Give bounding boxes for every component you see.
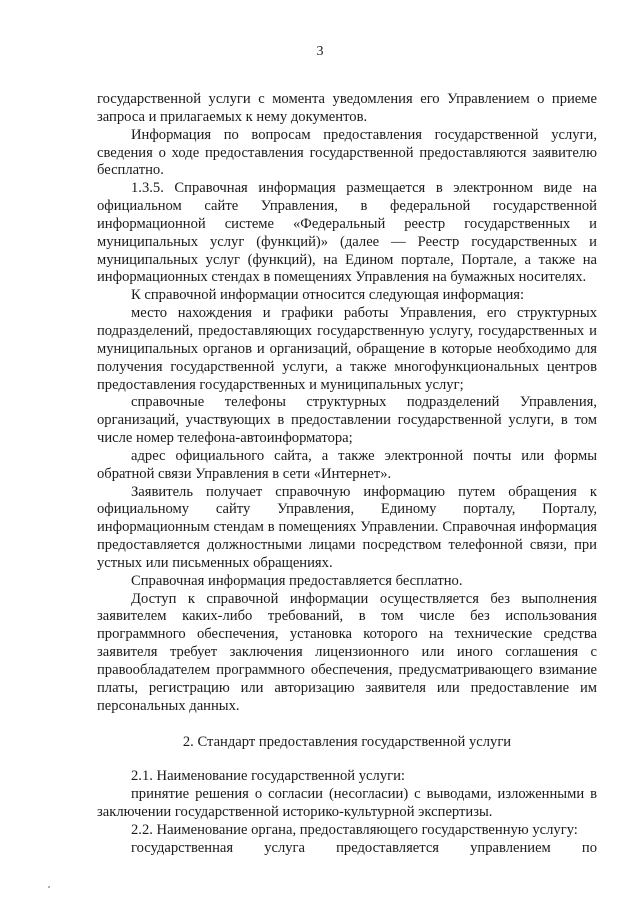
paragraph: К справочной информации относится следующая информация: — [131, 287, 525, 304]
paragraph: Заявитель получает справочную информацию путем обращения к официальному сайту Управления, Единому порталу, Порталу, информационным стендам в помещениях Управлении. Справочная информация предоставляется должностными лицами посредством телефонной связи, при устных или письменных обращениях. — [97, 483, 597, 571]
paragraph: государственная услуга предоставляется управлением по — [131, 839, 597, 856]
paragraph: место нахождения и графики работы Управления, его структурных подразделений, предоставляющих государственную услугу, государственных и муниципальных органов и организаций, обращение в которые необходимо для получения государственной услуги, а также многофункциональных центров предоставления государственных и муниципальных услуг; — [97, 305, 597, 393]
paragraph: Справочная информация предоставляется бесплатно. — [131, 572, 463, 589]
document-body — [97, 91, 597, 858]
scan-mark — [48, 886, 50, 888]
paragraph: Информация по вопросам предоставления государственной услуги, сведения о ходе предоставления государственной предоставляются заявителю бесплатно. — [97, 126, 597, 179]
paragraph: справочные телефоны структурных подразделений Управления, организаций, участвующих в предоставлении государственной услуги, в том числе номер телефона-автоинформатора; — [97, 394, 597, 447]
paragraph: принятие решения о согласии (несогласии) с выводами, изложенными в заключении государственной историко-культурной экспертизы. — [97, 786, 597, 821]
paragraph: государственной услуги с момента уведомления его Управлением о приеме запроса и прилагаемых к нему документов. — [97, 91, 597, 125]
paragraph: 1.3.5. Справочная информация размещается в электронном виде на официальном сайте Управления, в федеральной государственной информационной системе «Федеральный реестр государственных и муниципальных услуг (функций)» (далее — Реестр государственных и муниципальных услуг (функций), на Едином портале, Портале, а также на информационных стендах в помещениях Управления на бумажных носителях. — [97, 180, 597, 286]
paragraph: 2.2. Наименование органа, предоставляющего государственную услугу: — [131, 821, 578, 838]
paragraph: 2.1. Наименование государственной услуги: — [131, 768, 405, 785]
section-heading: 2. Стандарт предоставления государственной услуги — [182, 733, 512, 750]
page-number: 3 — [316, 44, 324, 59]
paragraph: Доступ к справочной информации осуществляется без выполнения заявителем каких-либо требований, в том числе без использования программного обеспечения, установка которого на технические средства заявителя требует заключения лицензионного или иного соглашения с правообладателем программного обеспечения, предусматривающего взимание платы, регистрацию или авторизацию заявителя или предоставление им персональных данных. — [97, 590, 597, 714]
paragraph: адрес официального сайта, а также электронной почты или формы обратной связи Управления в сети «Интернет». — [97, 447, 597, 482]
